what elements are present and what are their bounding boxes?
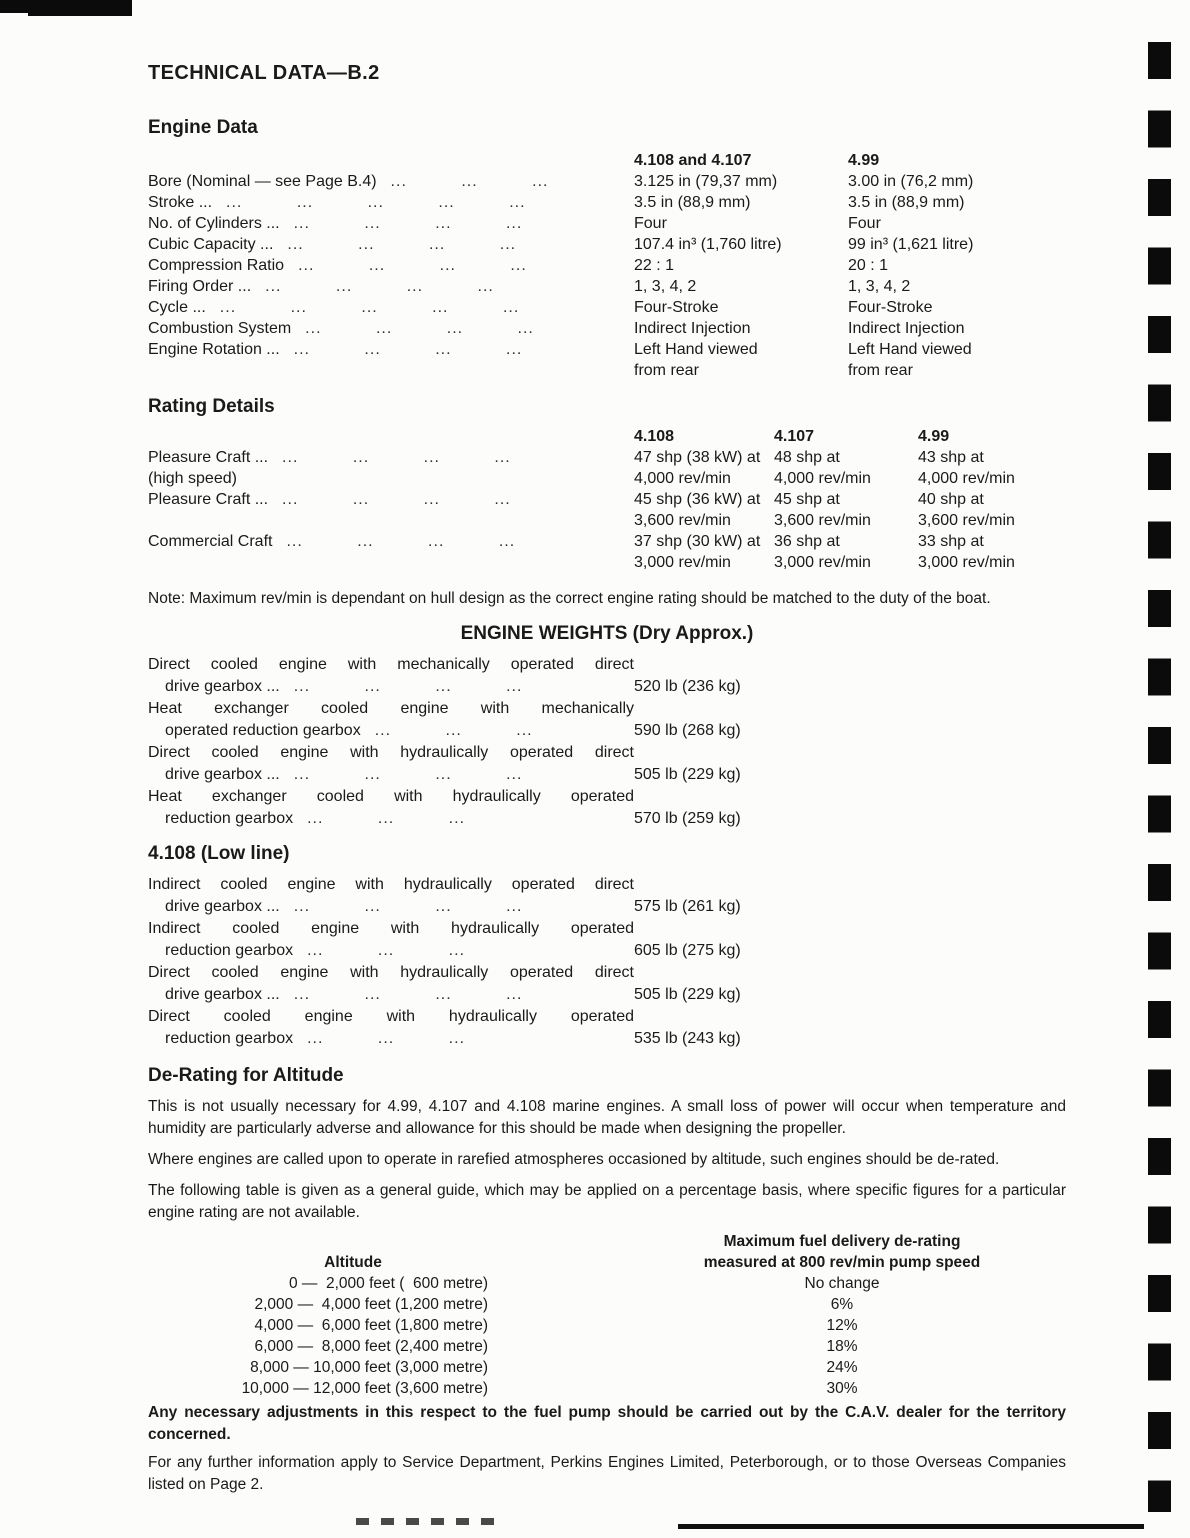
weight-label bbox=[148, 962, 634, 1006]
derating-paragraph-2: Where engines are called upon to operate in rarefied atmospheres occasioned by altitude, such engines should be de-rated. bbox=[148, 1151, 1000, 1168]
derate-column-header bbox=[488, 1231, 1066, 1273]
dot-leader: ... ... ... ... ... bbox=[219, 299, 520, 316]
table-row bbox=[148, 1378, 1066, 1399]
lowline-weights-list bbox=[148, 874, 1066, 1050]
dot-leader: ... ... ... ... bbox=[293, 215, 523, 232]
weight-label bbox=[148, 742, 634, 786]
rating-details-heading: Rating Details bbox=[148, 396, 275, 417]
dot-leader: ... ... ... ... bbox=[293, 766, 523, 783]
weight-label-line1: Heat exchanger cooled with hydraulically operated bbox=[148, 788, 634, 805]
row-label: Engine Rotation ... bbox=[148, 341, 280, 358]
row-value-4108-4107: Left Hand viewed from rear bbox=[634, 341, 758, 379]
column-header-4107: 4.107 bbox=[774, 428, 815, 445]
altitude-range: 0 — 2,000 feet ( 600 metre) bbox=[288, 1275, 488, 1292]
row-label: Firing Order ... bbox=[148, 278, 252, 295]
spacer bbox=[148, 426, 634, 447]
engine-weights-list bbox=[148, 654, 1066, 830]
weight-item bbox=[148, 698, 1066, 742]
row-value-499: 3.5 in (88,9 mm) bbox=[848, 194, 965, 211]
row-label: Compression Ratio bbox=[148, 257, 285, 274]
weight-value: 575 lb (261 kg) bbox=[634, 898, 741, 915]
weight-label-line2 bbox=[148, 764, 634, 786]
weight-label-text: drive gearbox ... bbox=[165, 766, 280, 783]
weight-label bbox=[148, 654, 634, 698]
weight-label bbox=[148, 1006, 634, 1050]
weight-label-line2 bbox=[148, 676, 634, 698]
derating-paragraph-1: This is not usually necessary for 4.99, 4.107 and 4.108 marine engines. A small loss of power will occur when temperature and humidity are particularly adverse and allowance for this should be made when designing the propeller. bbox=[148, 1098, 1066, 1137]
row-value-4108-4107: Indirect Injection bbox=[634, 320, 751, 337]
weight-value: 505 lb (229 kg) bbox=[634, 986, 741, 1003]
altitude-range: 2,000 — 4,000 feet (1,200 metre) bbox=[254, 1296, 488, 1313]
weight-label-line1: Direct cooled engine with hydraulically operated direct bbox=[148, 964, 634, 981]
table-row bbox=[148, 339, 1066, 381]
spacer bbox=[148, 150, 634, 171]
derate-value: 24% bbox=[826, 1359, 858, 1376]
weight-label-text: reduction gearbox bbox=[165, 942, 294, 959]
table-row bbox=[148, 276, 1066, 297]
table-row bbox=[148, 1336, 1066, 1357]
table-row bbox=[148, 192, 1066, 213]
row-label: Cubic Capacity ... bbox=[148, 236, 274, 253]
weight-value: 570 lb (259 kg) bbox=[634, 810, 741, 827]
dot-leader: ... ... ... ... bbox=[265, 278, 494, 295]
engine-data-header-row bbox=[148, 150, 1066, 171]
weight-label-line1: Direct cooled engine with hydraulically operated bbox=[148, 1008, 634, 1025]
derating-paragraph-3: The following table is given as a general guide, which may be applied on a percentage basis, where specific figures for a particular engine rating are not available. bbox=[148, 1182, 1066, 1221]
row-value-4108-4107: 22 : 1 bbox=[634, 257, 675, 274]
rating-value-4107: 45 shp at 3,600 rev/min bbox=[774, 491, 871, 529]
table-row bbox=[148, 1294, 1066, 1315]
rating-value-499: 40 shp at 3,600 rev/min bbox=[918, 491, 1015, 529]
fuel-pump-adjustment-note: Any necessary adjustments in this respect to the fuel pump should be carried out by the C.A.V. dealer for the territory concerned. bbox=[148, 1404, 1066, 1443]
row-value-499: 1, 3, 4, 2 bbox=[848, 278, 911, 295]
row-value-499: 99 in³ (1,621 litre) bbox=[848, 236, 974, 253]
altitude-range: 4,000 — 6,000 feet (1,800 metre) bbox=[254, 1317, 488, 1334]
rating-value-499: 33 shp at 3,000 rev/min bbox=[918, 533, 1015, 571]
dot-leader: ... ... ... bbox=[307, 810, 466, 827]
derate-value: 30% bbox=[826, 1380, 858, 1397]
dot-leader: ... ... ... ... bbox=[282, 491, 511, 508]
row-value-4108-4107: Four bbox=[634, 215, 667, 232]
row-value-499: Indirect Injection bbox=[848, 320, 965, 337]
dot-leader: ... ... ... ... bbox=[293, 986, 523, 1003]
weight-item bbox=[148, 962, 1066, 1006]
row-label-subtext: (high speed) bbox=[148, 470, 237, 487]
row-label-cell bbox=[148, 297, 634, 318]
altitude-table-header bbox=[148, 1231, 1066, 1273]
row-label-line bbox=[148, 447, 634, 468]
weight-label-line2 bbox=[148, 808, 634, 830]
row-label-cell bbox=[148, 489, 634, 531]
table-row bbox=[148, 531, 1066, 573]
scan-artifact-top-left-line bbox=[28, 13, 132, 16]
row-value-499: Four bbox=[848, 215, 881, 232]
weight-label-line2 bbox=[148, 1028, 634, 1050]
rating-header-row bbox=[148, 426, 1066, 447]
weight-label-line1: Direct cooled engine with mechanically operated direct bbox=[148, 656, 634, 673]
rating-value-4107: 36 shp at 3,000 rev/min bbox=[774, 533, 871, 571]
row-label: Commercial Craft bbox=[148, 533, 273, 550]
weight-label-line2 bbox=[148, 984, 634, 1006]
row-label-line bbox=[148, 489, 634, 510]
row-value-499: 3.00 in (76,2 mm) bbox=[848, 173, 974, 190]
weight-item bbox=[148, 786, 1066, 830]
dot-leader: ... ... ... ... bbox=[282, 449, 511, 466]
weight-label-text: drive gearbox ... bbox=[165, 898, 280, 915]
weight-value: 520 lb (236 kg) bbox=[634, 678, 741, 695]
weight-value: 590 lb (268 kg) bbox=[634, 722, 741, 739]
engine-data-heading: Engine Data bbox=[148, 117, 258, 138]
row-label: Stroke ... bbox=[148, 194, 213, 211]
weight-item bbox=[148, 742, 1066, 786]
engine-weights-heading: ENGINE WEIGHTS (Dry Approx.) bbox=[460, 623, 754, 644]
page-title: TECHNICAL DATA—B.2 bbox=[148, 62, 380, 84]
row-label: Combustion System bbox=[148, 320, 292, 337]
dot-leader: ... ... ... bbox=[307, 942, 466, 959]
column-header-499: 4.99 bbox=[918, 428, 950, 445]
derate-column-header-line2: measured at 800 rev/min pump speed bbox=[703, 1254, 981, 1271]
dot-leader: ... ... ... ... bbox=[286, 533, 516, 550]
derate-value: No change bbox=[804, 1275, 880, 1292]
dot-leader: ... ... ... ... bbox=[293, 898, 523, 915]
weight-label bbox=[148, 786, 634, 830]
column-header-4108-4107: 4.108 and 4.107 bbox=[634, 152, 752, 169]
table-row bbox=[148, 1357, 1066, 1378]
weight-value: 535 lb (243 kg) bbox=[634, 1030, 741, 1047]
table-row bbox=[148, 297, 1066, 318]
row-label-cell bbox=[148, 192, 634, 213]
row-label: Pleasure Craft ... bbox=[148, 449, 269, 466]
row-value-499: Left Hand viewed from rear bbox=[848, 341, 972, 379]
weight-value: 505 lb (229 kg) bbox=[634, 766, 741, 783]
weight-label-text: reduction gearbox bbox=[165, 1030, 294, 1047]
row-label-cell bbox=[148, 213, 634, 234]
table-row bbox=[148, 171, 1066, 192]
row-label-cell bbox=[148, 318, 634, 339]
rating-value-4108: 37 shp (30 kW) at 3,000 rev/min bbox=[634, 533, 761, 571]
derate-value: 12% bbox=[826, 1317, 858, 1334]
row-label-cell bbox=[148, 447, 634, 489]
weight-item bbox=[148, 1006, 1066, 1050]
dot-leader: ... ... ... ... bbox=[293, 341, 523, 358]
table-row bbox=[148, 213, 1066, 234]
weight-label-line1: Direct cooled engine with hydraulically operated direct bbox=[148, 744, 634, 761]
row-label-line bbox=[148, 531, 634, 552]
further-information-note: For any further information apply to Service Department, Perkins Engines Limited, Peterborough, or to those Overseas Companies listed on Page 2. bbox=[148, 1454, 1066, 1493]
row-label-cell bbox=[148, 255, 634, 276]
dot-leader: ... ... ... ... bbox=[298, 257, 527, 274]
weight-label bbox=[148, 918, 634, 962]
weight-value: 605 lb (275 kg) bbox=[634, 942, 741, 959]
dot-leader: ... ... ... ... bbox=[305, 320, 534, 337]
scan-artifact-bottom-line bbox=[678, 1524, 1144, 1529]
table-row bbox=[148, 1315, 1066, 1336]
altitude-range: 8,000 — 10,000 feet (3,000 metre) bbox=[250, 1359, 488, 1376]
weight-label-text: reduction gearbox bbox=[165, 810, 294, 827]
row-label: Cycle ... bbox=[148, 299, 206, 316]
row-value-4108-4107: 3.5 in (88,9 mm) bbox=[634, 194, 751, 211]
derate-column-header-line1: Maximum fuel delivery de-rating bbox=[723, 1233, 961, 1250]
rating-details-table bbox=[148, 426, 1066, 573]
scan-artifact-bottom-smudge bbox=[356, 1518, 494, 1525]
rating-value-499: 43 shp at 4,000 rev/min bbox=[918, 449, 1015, 487]
dot-leader: ... ... ... bbox=[390, 173, 549, 190]
weight-label-text: drive gearbox ... bbox=[165, 986, 280, 1003]
row-value-4108-4107: 107.4 in³ (1,760 litre) bbox=[634, 236, 782, 253]
row-value-4108-4107: 3.125 in (79,37 mm) bbox=[634, 173, 778, 190]
row-label-cell bbox=[148, 531, 634, 573]
weight-label-line1: Indirect cooled engine with hydraulically operated direct bbox=[148, 876, 634, 893]
table-row bbox=[148, 1273, 1066, 1294]
weight-label-line2 bbox=[148, 940, 634, 962]
dot-leader: ... ... ... ... bbox=[293, 678, 523, 695]
weight-label bbox=[148, 874, 634, 918]
weight-label-line1: Indirect cooled engine with hydraulically operated bbox=[148, 920, 634, 937]
derating-heading: De-Rating for Altitude bbox=[148, 1065, 344, 1086]
weight-item bbox=[148, 874, 1066, 918]
altitude-range: 10,000 — 12,000 feet (3,600 metre) bbox=[241, 1380, 488, 1397]
weight-item bbox=[148, 918, 1066, 962]
column-header-499: 4.99 bbox=[848, 152, 880, 169]
row-label: No. of Cylinders ... bbox=[148, 215, 280, 232]
row-label-cell bbox=[148, 234, 634, 255]
weight-label-line2 bbox=[148, 896, 634, 918]
row-value-4108-4107: 1, 3, 4, 2 bbox=[634, 278, 697, 295]
derate-value: 6% bbox=[830, 1296, 854, 1313]
weight-item bbox=[148, 654, 1066, 698]
engine-data-table bbox=[148, 150, 1066, 381]
row-label: Bore (Nominal — see Page B.4) bbox=[148, 173, 377, 190]
altitude-derating-table bbox=[148, 1231, 1066, 1399]
weight-label bbox=[148, 698, 634, 742]
lowline-heading: 4.108 (Low line) bbox=[148, 843, 290, 864]
dot-leader: ... ... ... bbox=[307, 1030, 466, 1047]
table-row bbox=[148, 234, 1066, 255]
altitude-range: 6,000 — 8,000 feet (2,400 metre) bbox=[254, 1338, 488, 1355]
weight-label-text: drive gearbox ... bbox=[165, 678, 280, 695]
row-label-cell bbox=[148, 276, 634, 297]
row-label-cell bbox=[148, 339, 634, 381]
scan-artifact-top-left-bar bbox=[0, 0, 132, 13]
weight-label-text: operated reduction gearbox bbox=[165, 722, 361, 739]
dot-leader: ... ... ... bbox=[374, 722, 533, 739]
rating-note: Note: Maximum rev/min is dependant on hull design as the correct engine rating should be matched to the duty of the boat. bbox=[148, 590, 991, 607]
row-value-499: Four-Stroke bbox=[848, 299, 933, 316]
binding-marks bbox=[1148, 42, 1171, 1512]
row-value-499: 20 : 1 bbox=[848, 257, 889, 274]
rating-value-4107: 48 shp at 4,000 rev/min bbox=[774, 449, 871, 487]
dot-leader: ... ... ... ... ... bbox=[226, 194, 526, 211]
derate-value: 18% bbox=[826, 1338, 858, 1355]
row-label: Pleasure Craft ... bbox=[148, 491, 269, 508]
table-row bbox=[148, 255, 1066, 276]
rating-value-4108: 47 shp (38 kW) at 4,000 rev/min bbox=[634, 449, 761, 487]
altitude-column-header: Altitude bbox=[324, 1254, 382, 1271]
row-value-4108-4107: Four-Stroke bbox=[634, 299, 719, 316]
rating-value-4108: 45 shp (36 kW) at 3,600 rev/min bbox=[634, 491, 761, 529]
dot-leader: ... ... ... ... bbox=[287, 236, 517, 253]
weight-label-line1: Heat exchanger cooled engine with mechanically bbox=[148, 700, 634, 717]
table-row bbox=[148, 318, 1066, 339]
row-label-cell bbox=[148, 171, 634, 192]
document-page bbox=[148, 0, 1066, 1496]
column-header-4108: 4.108 bbox=[634, 428, 675, 445]
weight-label-line2 bbox=[148, 720, 634, 742]
table-row bbox=[148, 447, 1066, 489]
table-row bbox=[148, 489, 1066, 531]
